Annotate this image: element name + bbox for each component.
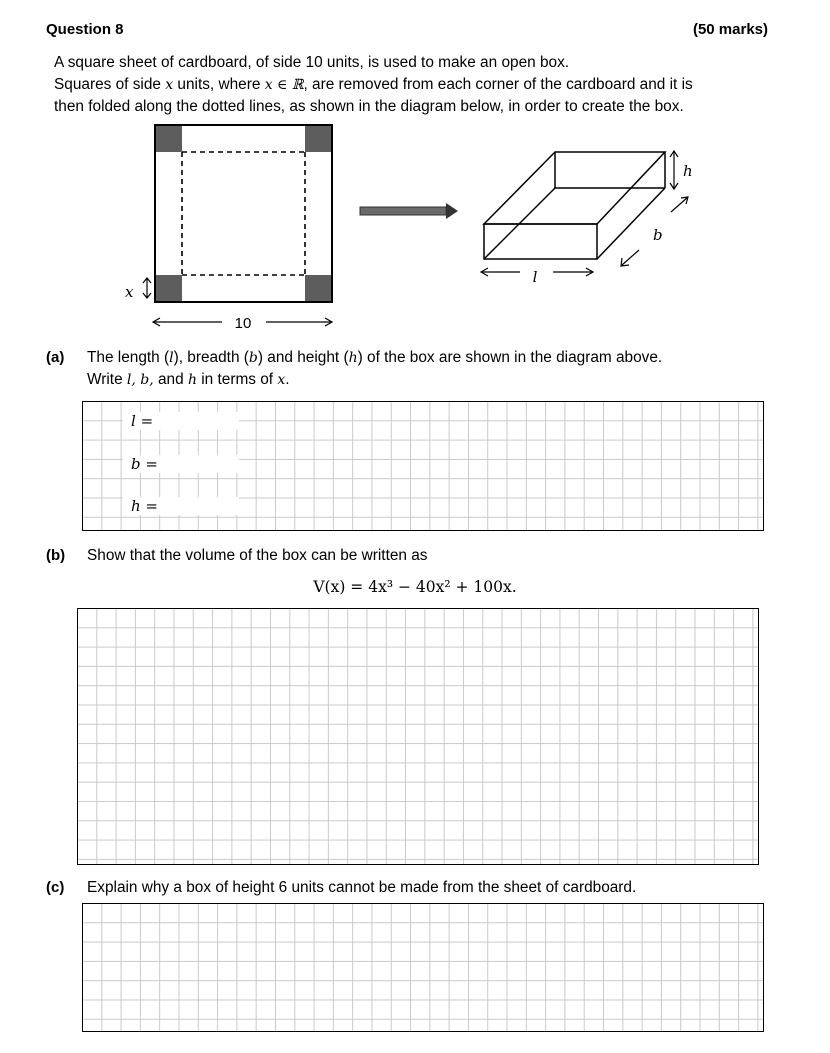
transform-arrow-icon — [360, 203, 458, 219]
part-a-label: (a) — [46, 349, 65, 366]
answer-l: l = — [123, 412, 239, 430]
part-c-label: (c) — [46, 879, 65, 896]
answer-b: b = — [123, 455, 239, 473]
part-b-answer-grid[interactable] — [77, 608, 759, 865]
corner-square-bl — [156, 275, 182, 301]
x-dimension-arrow — [143, 278, 151, 298]
part-a-answer-grid[interactable] — [82, 401, 764, 531]
x-label: x — [125, 283, 134, 301]
intro-line-2: Squares of side x units, where x ∈ ℝ, are removed from each corner of the cardboard and it is — [54, 75, 693, 93]
h-label: h — [683, 162, 693, 180]
corner-square-tr — [305, 126, 331, 152]
intro-line-3: then folded along the dotted lines, as shown in the diagram below, in order to create the box. — [54, 98, 684, 115]
l-label: l — [532, 268, 538, 286]
question-title: Question 8 — [46, 21, 124, 38]
open-box — [484, 152, 665, 259]
intro-line-1: A square sheet of cardboard, of side 10 units, is used to make an open box. — [54, 54, 570, 71]
side-length-label: 10 — [234, 315, 252, 332]
corner-square-tl — [156, 126, 182, 152]
cardboard-box-diagram — [0, 0, 830, 340]
part-c-question: Explain why a box of height 6 units cannot be made from the sheet of cardboard. — [87, 879, 637, 896]
part-b-label: (b) — [46, 547, 66, 564]
volume-formula: V(x) = 4x³ − 40x² + 100x. — [313, 578, 517, 596]
marks-label: (50 marks) — [692, 21, 768, 38]
answer-h: h = — [123, 497, 239, 515]
corner-square-br — [305, 275, 331, 301]
b-label: b — [653, 226, 663, 244]
fold-lines — [182, 152, 305, 275]
h-dimension-arrow — [670, 151, 678, 189]
part-c-answer-grid[interactable] — [82, 903, 764, 1032]
part-a-question: The length (l), breadth (b) and height (h) of the box are shown in the diagram above. Write l, b, and h in terms of x. — [87, 349, 663, 388]
part-b-question: Show that the volume of the box can be written as — [87, 547, 428, 564]
